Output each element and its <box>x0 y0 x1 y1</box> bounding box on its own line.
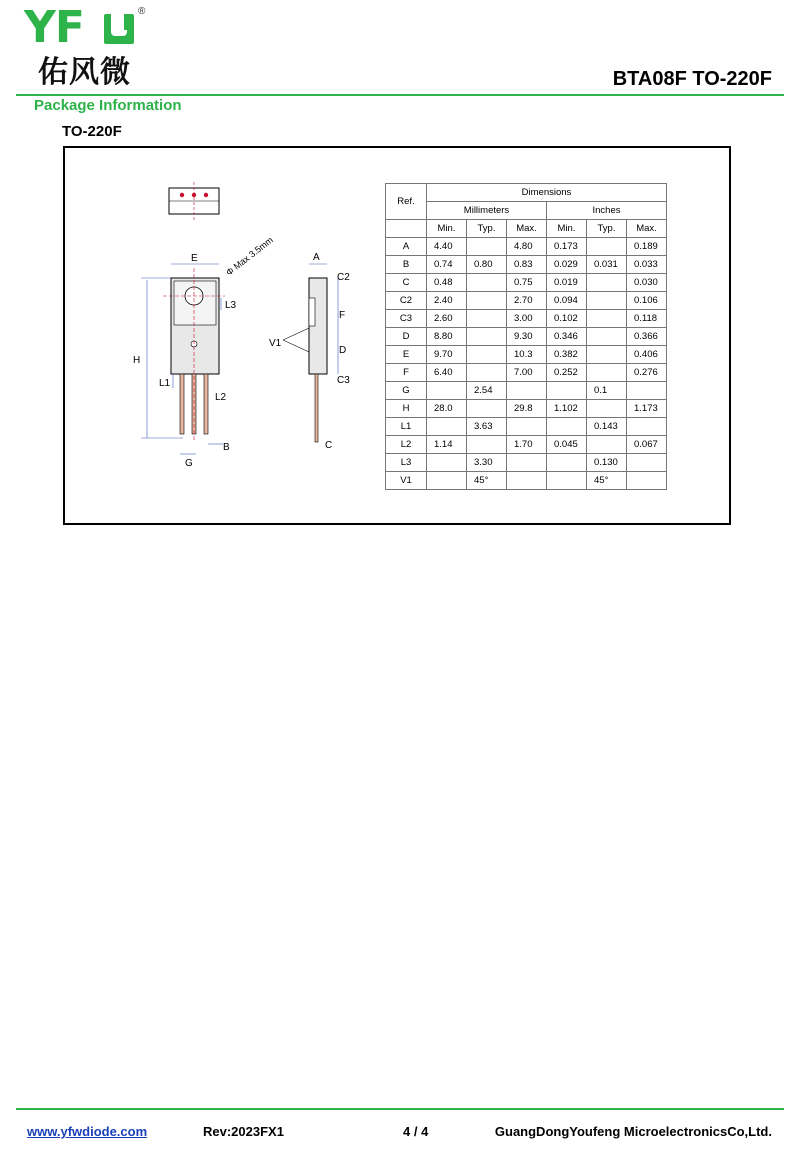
value-cell <box>627 454 667 472</box>
value-cell: 1.14 <box>427 436 467 454</box>
sub-header: Min. <box>547 220 587 238</box>
front-view <box>163 268 225 440</box>
page-number: 4 / 4 <box>403 1124 429 1139</box>
package-outline-drawing <box>133 168 373 469</box>
value-cell <box>587 238 627 256</box>
ref-cell: G <box>386 382 427 400</box>
value-cell: 0.130 <box>587 454 627 472</box>
ref-cell: L1 <box>386 418 427 436</box>
value-cell: 0.094 <box>547 292 587 310</box>
table-row <box>386 274 667 292</box>
value-cell: 4.40 <box>427 238 467 256</box>
dim-label-c: C <box>325 440 333 451</box>
table-row <box>386 328 667 346</box>
table-row <box>386 382 667 400</box>
dim-label-b: B <box>223 442 230 453</box>
table-row <box>386 400 667 418</box>
value-cell <box>467 238 507 256</box>
table-row <box>386 364 667 382</box>
header-divider <box>16 94 784 96</box>
value-cell <box>587 364 627 382</box>
ref-header: Ref. <box>386 184 427 220</box>
value-cell: 1.70 <box>507 436 547 454</box>
dim-label-l1: L1 <box>159 378 171 389</box>
value-cell: 9.30 <box>507 328 547 346</box>
value-cell <box>467 436 507 454</box>
document-title: BTA08F TO-220F <box>612 68 772 90</box>
value-cell <box>587 274 627 292</box>
sub-header: Max. <box>627 220 667 238</box>
value-cell <box>427 382 467 400</box>
value-cell <box>627 418 667 436</box>
logo-u-mark <box>104 14 134 44</box>
value-cell <box>547 382 587 400</box>
dim-label-a: A <box>313 252 320 263</box>
value-cell <box>587 346 627 364</box>
value-cell <box>467 274 507 292</box>
value-cell <box>587 400 627 418</box>
dim-label-e: E <box>191 253 198 264</box>
value-cell: 6.40 <box>427 364 467 382</box>
sub-header: Max. <box>507 220 547 238</box>
value-cell: 0.045 <box>547 436 587 454</box>
ref-cell: F <box>386 364 427 382</box>
top-view <box>169 182 219 220</box>
dim-label-f: F <box>339 310 346 321</box>
ref-cell: H <box>386 400 427 418</box>
ref-cell: C <box>386 274 427 292</box>
dim-label-l2: L2 <box>215 392 227 403</box>
value-cell: 3.30 <box>467 454 507 472</box>
side-view <box>283 278 327 442</box>
value-cell: 45° <box>587 472 627 490</box>
value-cell: 0.102 <box>547 310 587 328</box>
table-row <box>386 472 667 490</box>
value-cell: 29.8 <box>507 400 547 418</box>
dim-label-g: G <box>185 458 193 469</box>
value-cell: 0.406 <box>627 346 667 364</box>
value-cell: 0.1 <box>587 382 627 400</box>
value-cell: 0.118 <box>627 310 667 328</box>
table-row <box>386 310 667 328</box>
table-row <box>386 238 667 256</box>
value-cell: 0.173 <box>547 238 587 256</box>
value-cell: 0.029 <box>547 256 587 274</box>
value-cell <box>467 328 507 346</box>
value-cell: 45° <box>467 472 507 490</box>
value-cell <box>587 328 627 346</box>
value-cell: 2.60 <box>427 310 467 328</box>
ref-cell: B <box>386 256 427 274</box>
value-cell: 3.63 <box>467 418 507 436</box>
value-cell: 0.80 <box>467 256 507 274</box>
footer-divider <box>16 1108 784 1110</box>
website-link[interactable]: www.yfwdiode.com <box>27 1124 148 1139</box>
package-drawing-frame <box>63 146 731 525</box>
value-cell: 10.3 <box>507 346 547 364</box>
company-logo <box>24 2 164 92</box>
dimensions-table <box>385 183 667 490</box>
value-cell: 0.276 <box>627 364 667 382</box>
value-cell: 2.54 <box>467 382 507 400</box>
dimensions-header: Dimensions <box>427 184 667 202</box>
dim-label-d: D <box>339 345 347 356</box>
value-cell <box>507 472 547 490</box>
ref-cell: V1 <box>386 472 427 490</box>
value-cell: 9.70 <box>427 346 467 364</box>
value-cell: 28.0 <box>427 400 467 418</box>
value-cell <box>467 292 507 310</box>
value-cell: 0.346 <box>547 328 587 346</box>
ref-cell: C3 <box>386 310 427 328</box>
value-cell <box>467 364 507 382</box>
ref-cell: L2 <box>386 436 427 454</box>
millimeters-header: Millimeters <box>427 202 547 220</box>
value-cell <box>467 346 507 364</box>
value-cell <box>427 472 467 490</box>
logo-chinese-name: 佑风微 <box>38 55 131 90</box>
value-cell <box>507 418 547 436</box>
registered-mark: ® <box>138 6 146 17</box>
ref-cell: L3 <box>386 454 427 472</box>
ref-cell: A <box>386 238 427 256</box>
ref-cell: C2 <box>386 292 427 310</box>
package-name: TO-220F <box>62 123 122 140</box>
table-row <box>386 418 667 436</box>
value-cell <box>507 382 547 400</box>
table-row <box>386 436 667 454</box>
value-cell: 0.48 <box>427 274 467 292</box>
sub-header: Typ. <box>587 220 627 238</box>
dim-label-v1: V1 <box>269 338 282 349</box>
value-cell: 0.031 <box>587 256 627 274</box>
value-cell: 4.80 <box>507 238 547 256</box>
value-cell <box>627 472 667 490</box>
inches-header: Inches <box>547 202 667 220</box>
value-cell <box>427 418 467 436</box>
value-cell: 1.173 <box>627 400 667 418</box>
value-cell: 2.40 <box>427 292 467 310</box>
value-cell <box>587 292 627 310</box>
sub-header: Typ. <box>467 220 507 238</box>
table-row <box>386 346 667 364</box>
dim-label-h: H <box>133 355 141 366</box>
ref-cell: E <box>386 346 427 364</box>
value-cell: 3.00 <box>507 310 547 328</box>
value-cell: 0.366 <box>627 328 667 346</box>
value-cell: 1.102 <box>547 400 587 418</box>
value-cell: 0.143 <box>587 418 627 436</box>
value-cell: 0.030 <box>627 274 667 292</box>
value-cell: 0.252 <box>547 364 587 382</box>
value-cell: 0.033 <box>627 256 667 274</box>
dim-label-c3: C3 <box>337 375 350 386</box>
value-cell: 0.83 <box>507 256 547 274</box>
table-row <box>386 454 667 472</box>
value-cell <box>467 310 507 328</box>
value-cell: 0.189 <box>627 238 667 256</box>
dim-label-l3: L3 <box>225 300 237 311</box>
section-title: Package Information <box>34 97 182 114</box>
company-name: GuangDongYoufeng MicroelectronicsCo,Ltd. <box>494 1124 772 1139</box>
value-cell: 0.106 <box>627 292 667 310</box>
value-cell <box>547 472 587 490</box>
table-row <box>386 292 667 310</box>
value-cell: 0.75 <box>507 274 547 292</box>
dimensions-table-body <box>386 238 667 490</box>
value-cell <box>627 382 667 400</box>
value-cell <box>507 454 547 472</box>
logo-letters: YF <box>24 2 84 53</box>
value-cell <box>547 418 587 436</box>
value-cell <box>587 310 627 328</box>
value-cell <box>547 454 587 472</box>
value-cell: 0.067 <box>627 436 667 454</box>
value-cell: 0.382 <box>547 346 587 364</box>
value-cell: 2.70 <box>507 292 547 310</box>
hole-diameter-label: Φ Max 3.5mm <box>224 234 275 278</box>
sub-header: Min. <box>427 220 467 238</box>
value-cell: 8.80 <box>427 328 467 346</box>
value-cell <box>427 454 467 472</box>
revision: Rev:2023FX1 <box>203 1124 284 1139</box>
ref-cell: D <box>386 328 427 346</box>
dim-label-c2: C2 <box>337 272 350 283</box>
value-cell: 7.00 <box>507 364 547 382</box>
table-row <box>386 256 667 274</box>
value-cell: 0.74 <box>427 256 467 274</box>
value-cell <box>467 400 507 418</box>
value-cell <box>587 436 627 454</box>
value-cell: 0.019 <box>547 274 587 292</box>
